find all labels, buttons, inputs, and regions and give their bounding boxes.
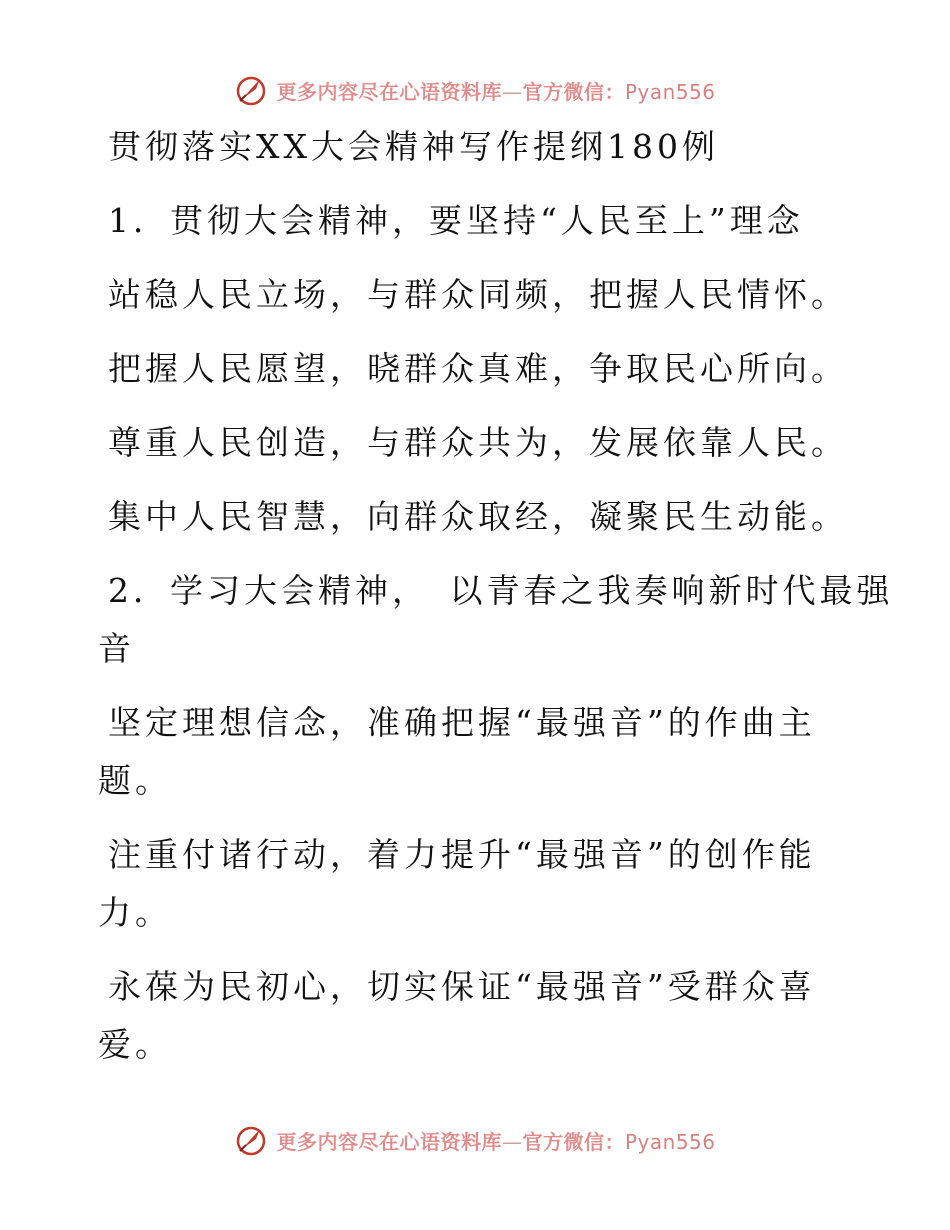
paragraph-continuation: 力。 <box>98 893 172 932</box>
document-title: 贯彻落实XX大会精神写作提纲180例 <box>108 127 719 166</box>
paragraph: 坚定理想信念，准确把握“最强音”的作曲主 <box>108 703 816 742</box>
paragraph-continuation: 爱。 <box>98 1025 172 1064</box>
heading-2: 2．学习大会精神， 以青春之我奏响新时代最强 <box>108 571 894 610</box>
paragraph: 永葆为民初心，切实保证“最强音”受群众喜 <box>108 967 816 1006</box>
watermark-text: 更多内容尽在心语资料库—官方微信：Pyan556 <box>276 79 716 104</box>
heading-1: 1．贯彻大会精神，要坚持“人民至上”理念 <box>108 201 804 240</box>
quill-logo-icon <box>234 73 268 107</box>
watermark-text: 更多内容尽在心语资料库—官方微信：Pyan556 <box>276 1129 716 1154</box>
header-watermark <box>0 70 950 110</box>
paragraph: 站稳人民立场，与群众同频，把握人民情怀。 <box>108 275 848 314</box>
paragraph: 集中人民智慧，向群众取经，凝聚民生动能。 <box>108 497 848 536</box>
paragraph-continuation: 题。 <box>98 761 172 800</box>
footer-watermark <box>0 1120 950 1160</box>
paragraph: 尊重人民创造，与群众共为，发展依靠人民。 <box>108 423 848 462</box>
quill-logo-icon <box>234 1123 268 1157</box>
heading-2-continuation: 音 <box>98 629 135 668</box>
paragraph: 注重付诸行动，着力提升“最强音”的创作能 <box>108 835 816 874</box>
paragraph: 把握人民愿望，晓群众真难，争取民心所向。 <box>108 349 848 388</box>
